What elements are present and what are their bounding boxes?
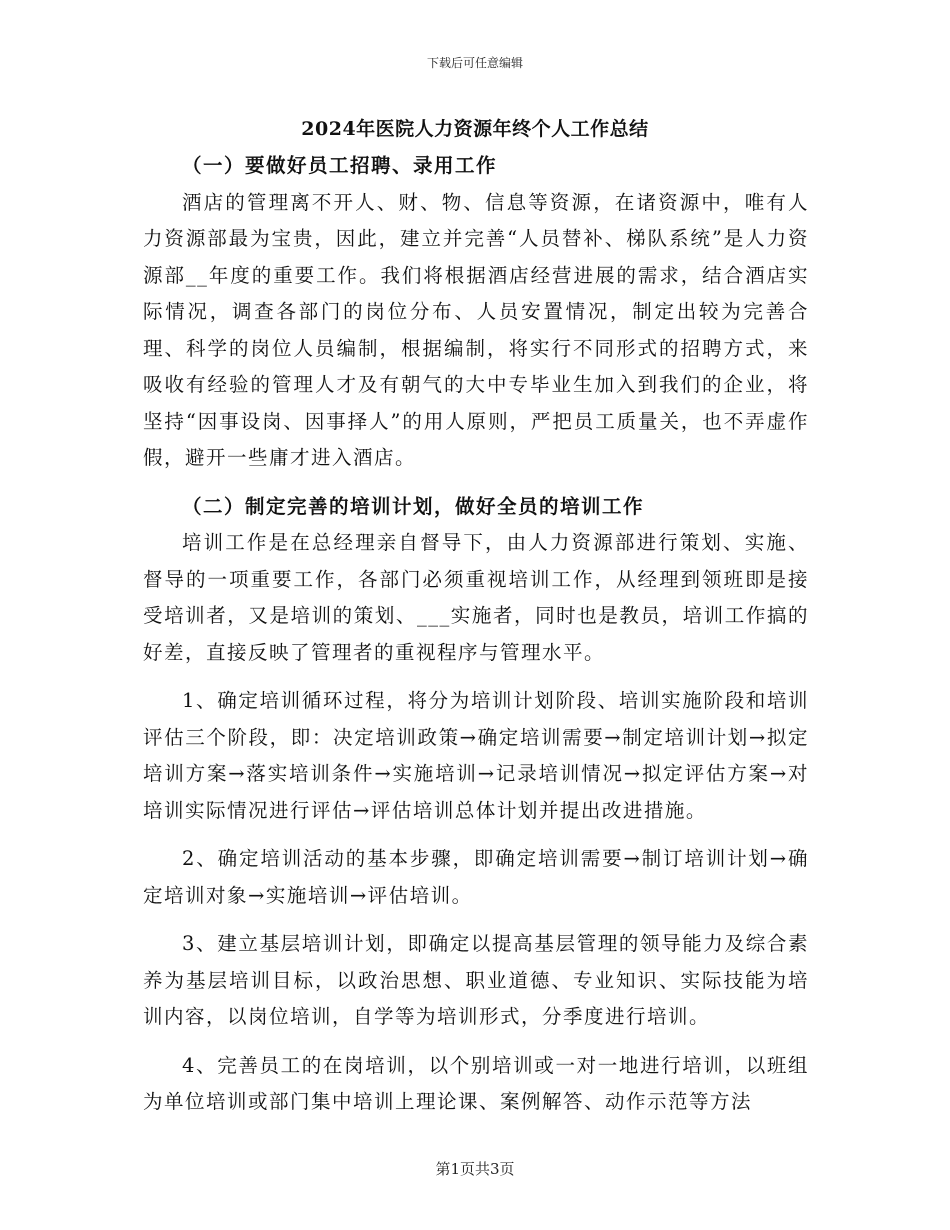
- paragraph: 培训工作是在总经理亲自督导下，由人力资源部进行策划、实施、督导的一项重要工作，各部门必须重视培训工作，从经理到领班即是接受培训者，又是培训的策划、___实施者，同时也是教员，培训工作搞的好差，直接反映了管理者的重视程序与管理水平。: [143, 531, 809, 664]
- document-body: [143, 148, 809, 1121]
- section-heading-1: （一）要做好员工招聘、录用工作: [182, 154, 498, 177]
- page-footer: 第1页共3页: [435, 1160, 515, 1178]
- header-note: 下载后可任意编辑: [426, 56, 523, 70]
- paragraph: 酒店的管理离不开人、财、物、信息等资源，在诸资源中，唯有人力资源部最为宝贵，因此，建立并完善“人员替补、梯队系统”是人力资源部__年度的重要工作。我们将根据酒店经营进展的需求，结合酒店实际情况，调查各部门的岗位分布、人员安置情况，制定出较为完善合理、科学的岗位人员编制，根据编制，将实行不同形式的招聘方式，来吸收有经验的管理人才及有朝气的大中专毕业生加入到我们的企业，将坚持“因事设岗、因事择人”的用人原则，严把员工质量关，也不弄虚作假，避开一些庸才进入酒店。: [143, 190, 809, 469]
- paragraph: 1、确定培训循环过程，将分为培训计划阶段、培训实施阶段和培训评估三个阶段，即：决定培训政策→确定培训需要→制定培训计划→拟定培训方案→落实培训条件→实施培训→记录培训情况→拟定评估方案→对培训实际情况进行评估→评估培训总体计划并提出改进措施。: [143, 689, 809, 822]
- paragraph: 3、建立基层培训计划，即确定以提高基层管理的领导能力及综合素养为基层培训目标，以政治思想、职业道德、专业知识、实际技能为培训内容，以岗位培训，自学等为培训形式，分季度进行培训。: [143, 932, 809, 1028]
- document-title: 2024年医院人力资源年终个人工作总结: [301, 118, 649, 140]
- paragraph: 4、完善员工的在岗培训，以个别培训或一对一地进行培训，以班组为单位培训或部门集中培训上理论课、案例解答、动作示范等方法: [143, 1053, 809, 1113]
- paragraph: 2、确定培训活动的基本步骤，即确定培训需要→制订培训计划→确定培训对象→实施培训→评估培训。: [143, 847, 809, 907]
- section-heading-2: （二）制定完善的培训计划，做好全员的培训工作: [182, 494, 645, 518]
